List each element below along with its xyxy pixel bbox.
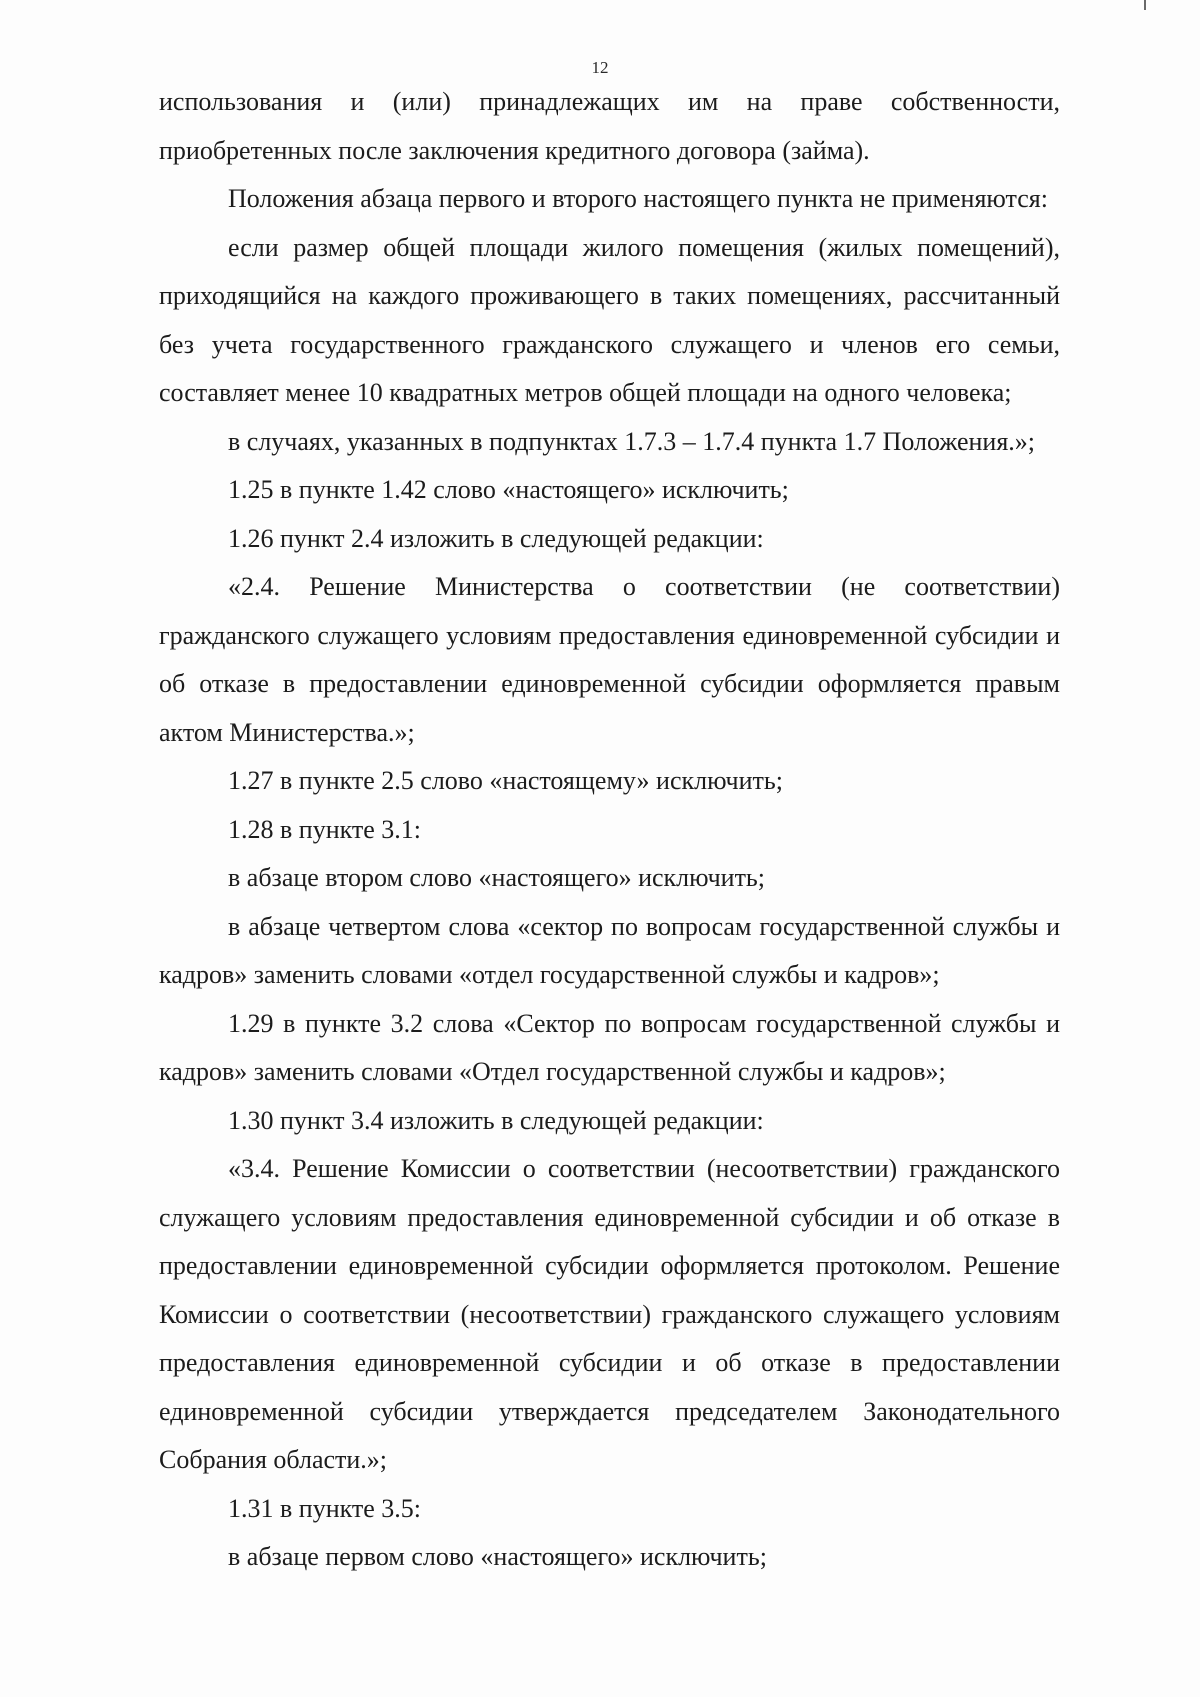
paragraph: 1.29 в пункте 3.2 слова «Сектор по вопросам государственной службы и кадров» заменить словами «Отдел государственной службы и кадров»; <box>159 1008 1060 1086</box>
paragraph: 1.26 пункт 2.4 изложить в следующей редакции: <box>228 523 764 553</box>
paragraph-continuation: использования и (или) принадлежащих им на праве собственности, приобретенных после заключения кредитного договора (займа). <box>159 87 1060 165</box>
paragraph: 1.31 в пункте 3.5: <box>228 1493 422 1523</box>
paragraph: если размер общей площади жилого помещения (жилых помещений), приходящийся на каждого проживающего в таких помещениях, рассчитанный без учета государственного гражданского служащего и членов его семьи, составляет менее 10 квадратных метров общей площади на одного человека; <box>159 232 1060 407</box>
paragraph: 1.25 в пункте 1.42 слово «настоящего» исключить; <box>228 475 789 504</box>
document-body <box>159 78 1060 1582</box>
paragraph: 1.28 в пункте 3.1: <box>228 814 422 844</box>
paragraph: Положения абзаца первого и второго настоящего пункта не применяются: <box>228 184 1048 213</box>
paragraph: «3.4. Решение Комиссии о соответствии (несоответствии) гражданского служащего условиям предоставления единовременной субсидии и об отказе в предоставлении единовременной субсидии оформляется протоколом. Решение Комиссии о соответствии (несоответствии) гражданского служащего условиям предоставления единовременной субсидии и об отказе в предоставлении единовременной субсидии утверждается председателем Законодательного Собрания области.»; <box>159 1154 1060 1474</box>
scan-edge-mark <box>1144 0 1146 10</box>
paragraph: 1.27 в пункте 2.5 слово «настоящему» исключить; <box>228 766 783 795</box>
paragraph: в абзаце четвертом слова «сектор по вопросам государственной службы и кадров» заменить словами «отдел государственной службы и кадров»; <box>159 911 1060 989</box>
paragraph: «2.4. Решение Министерства о соответствии (не соответствии) гражданского служащего условиям предоставления единовременной субсидии и об отказе в предоставлении единовременной субсидии оформляется правым актом Министерства.»; <box>159 572 1060 747</box>
page-number: 12 <box>591 58 609 77</box>
paragraph: в абзаце первом слово «настоящего» исключить; <box>228 1542 767 1571</box>
paragraph: 1.30 пункт 3.4 изложить в следующей редакции: <box>228 1105 764 1135</box>
paragraph: в абзаце втором слово «настоящего» исключить; <box>228 863 766 892</box>
paragraph: в случаях, указанных в подпунктах 1.7.3 – 1.7.4 пункта 1.7 Положения.»; <box>228 426 1036 456</box>
